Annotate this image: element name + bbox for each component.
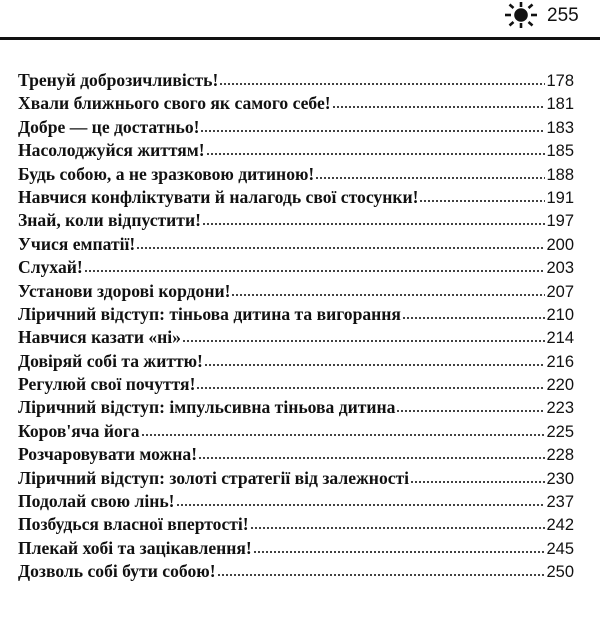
toc-entry-title: Хвали ближнього свого як самого себе!	[18, 93, 331, 114]
toc-entry-title: Установи здорові кордони!	[18, 280, 231, 301]
table-of-contents	[18, 69, 574, 584]
toc-entry-title: Ліричний відступ: імпульсивна тіньова дитина	[18, 397, 396, 418]
toc-entry-title: Добре — це достатньо!	[18, 116, 200, 137]
toc-entry-title: Насолоджуйся життям!	[18, 140, 205, 161]
toc-entry	[18, 490, 574, 513]
toc-entry-page: 197	[546, 212, 574, 231]
toc-entry	[18, 373, 574, 396]
toc-dot-leader	[136, 246, 545, 250]
toc-entry-page: 191	[546, 188, 574, 207]
toc-dot-leader	[250, 526, 546, 530]
toc-dot-leader	[200, 129, 545, 133]
toc-entry-page: 188	[546, 165, 574, 184]
toc-dot-leader	[84, 269, 546, 273]
toc-entry	[18, 513, 574, 536]
toc-dot-leader	[253, 550, 546, 554]
toc-dot-leader	[410, 480, 545, 484]
toc-entry	[18, 92, 574, 115]
page-number: 255	[547, 5, 579, 26]
toc-entry-page: 183	[546, 118, 574, 137]
toc-entry-title: Ліричний відступ: тіньова дитина та вигорання	[18, 303, 401, 324]
toc-entry-title: Розчаровувати можна!	[18, 444, 198, 465]
toc-entry-page: 228	[546, 446, 574, 465]
toc-dot-leader	[182, 339, 545, 343]
toc-dot-leader	[141, 433, 546, 437]
toc-entry	[18, 256, 574, 279]
toc-entry-page: 220	[546, 376, 574, 395]
toc-entry	[18, 233, 574, 256]
toc-dot-leader	[196, 386, 545, 390]
header-rule	[0, 37, 600, 40]
toc-entry-title: Навчися конфліктувати й налагодь свої стосунки!	[18, 186, 419, 207]
toc-entry-title: Тренуй доброзичливість!	[18, 70, 219, 90]
toc-entry	[18, 443, 574, 466]
toc-entry	[18, 139, 574, 162]
page-header	[0, 0, 600, 40]
toc-entry-title: Учися емпатії!	[18, 233, 136, 254]
toc-dot-leader	[202, 222, 546, 226]
toc-entry-page: 203	[546, 259, 574, 278]
toc-entry-page: 178	[546, 72, 574, 90]
toc-dot-leader	[231, 293, 545, 297]
toc-entry-page: 200	[546, 235, 574, 254]
toc-dot-leader	[396, 409, 545, 413]
toc-entry-page: 223	[546, 399, 574, 418]
toc-dot-leader	[204, 363, 546, 367]
toc-entry	[18, 280, 574, 303]
toc-entry-page: 210	[546, 305, 574, 324]
toc-entry-title: Ліричний відступ: золоті стратегії від залежності	[18, 467, 410, 488]
toc-entry	[18, 209, 574, 232]
toc-entry-page: 207	[546, 282, 574, 301]
toc-entry-page: 242	[546, 516, 574, 535]
toc-entry	[18, 537, 574, 560]
toc-entry-title: Довіряй собі та життю!	[18, 350, 203, 371]
toc-entry-title: Слухай!	[18, 257, 83, 278]
toc-entry-page: 181	[546, 95, 574, 114]
toc-dot-leader	[198, 456, 545, 460]
toc-entry-page: 225	[546, 422, 574, 441]
toc-entry-page: 245	[546, 539, 574, 558]
toc-dot-leader	[402, 316, 546, 320]
toc-entry-title: Знай, коли відпустити!	[18, 210, 201, 231]
toc-entry	[18, 420, 574, 443]
toc-entry	[18, 186, 574, 209]
sun-icon	[503, 1, 539, 29]
toc-entry	[18, 326, 574, 349]
toc-entry	[18, 163, 574, 186]
toc-entry-page: 214	[546, 329, 574, 348]
toc-entry-title: Подолай свою лінь!	[18, 491, 175, 512]
toc-entry-page: 185	[546, 142, 574, 161]
toc-entry	[18, 116, 574, 139]
toc-dot-leader	[419, 199, 545, 203]
toc-dot-leader	[219, 82, 545, 86]
toc-entry-title: Плекай хобі та зацікавлення!	[18, 537, 252, 558]
toc-entry	[18, 396, 574, 419]
toc-entry	[18, 350, 574, 373]
toc-entry-title: Дозволь собі бути собою!	[18, 561, 216, 582]
toc-dot-leader	[332, 105, 546, 109]
toc-entry-title: Регулюй свої почуття!	[18, 374, 196, 395]
toc-entry-title: Будь собою, а не зразковою дитиною!	[18, 163, 315, 184]
toc-dot-leader	[206, 152, 546, 156]
toc-entry-page: 237	[546, 493, 574, 512]
toc-entry-title: Навчися казати «ні»	[18, 327, 181, 348]
toc-entry	[18, 560, 574, 583]
toc-entry-page: 250	[546, 563, 574, 582]
toc-entry	[18, 303, 574, 326]
toc-entry-page: 230	[546, 469, 574, 488]
toc-entry-title: Позбудься власної впертості!	[18, 514, 249, 535]
toc-entry	[18, 69, 574, 92]
toc-entry	[18, 467, 574, 490]
toc-entry-page: 216	[546, 352, 574, 371]
toc-dot-leader	[176, 503, 546, 507]
toc-dot-leader	[315, 176, 545, 180]
toc-entry-title: Коров'яча йога	[18, 420, 140, 441]
toc-dot-leader	[217, 573, 546, 577]
